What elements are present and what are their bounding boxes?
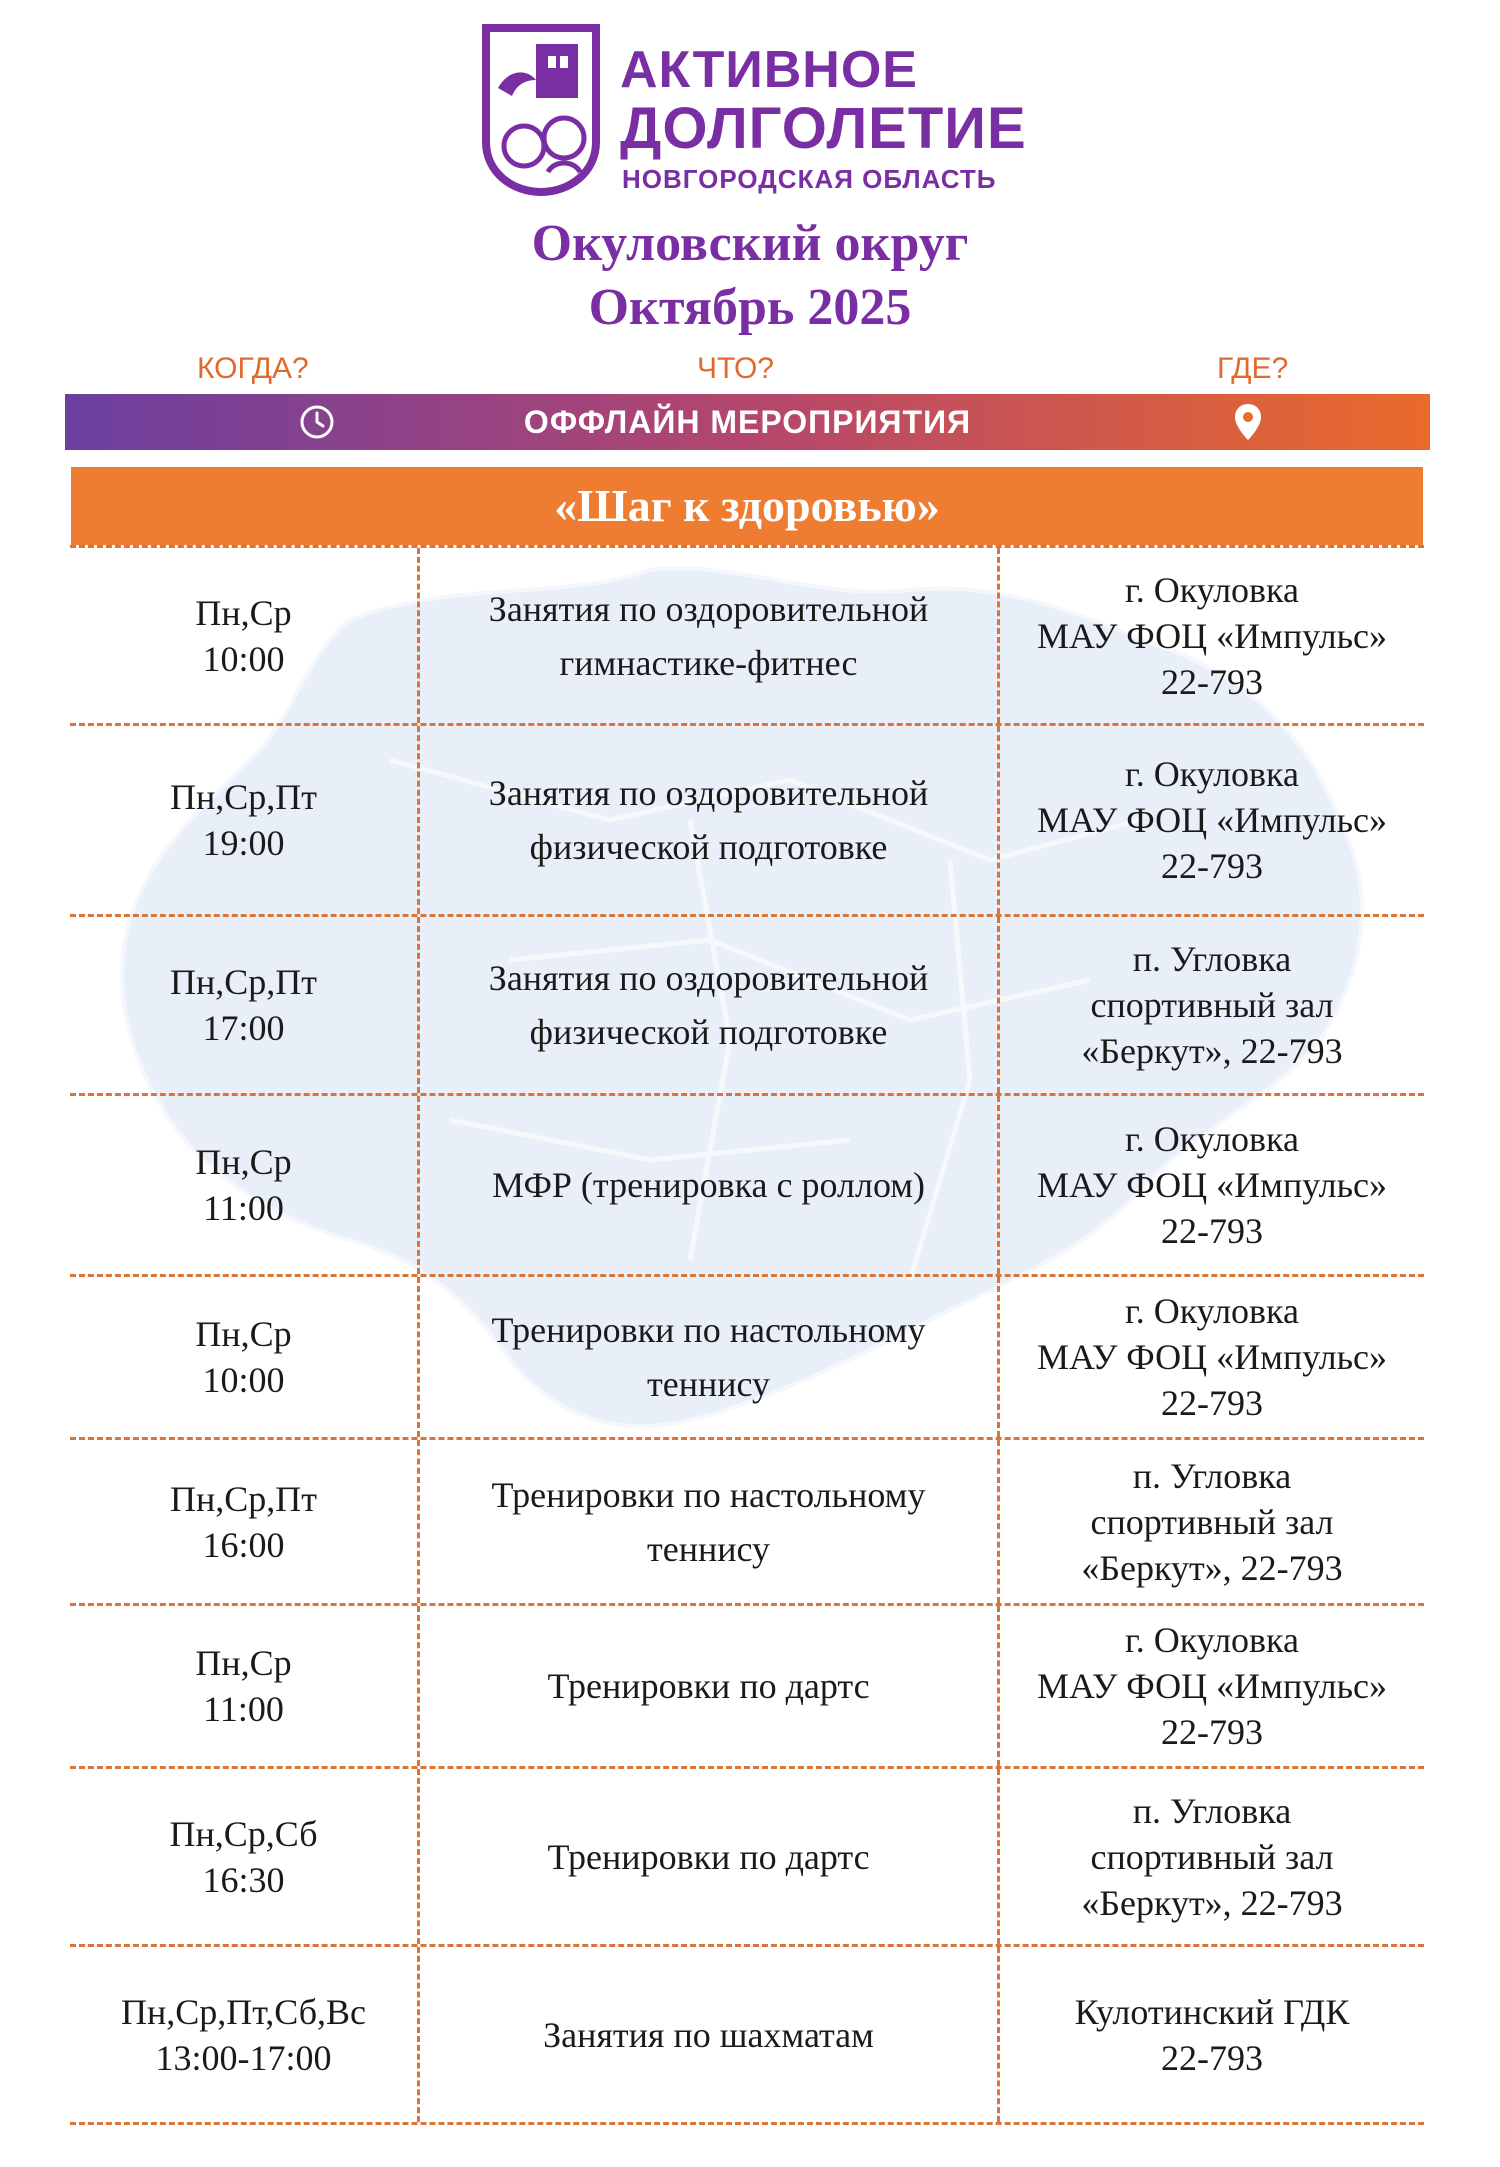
banner-title: ОФФЛАЙН МЕРОПРИЯТИЯ — [523, 404, 972, 440]
when-cell: Пн,Ср 10:00 — [70, 548, 420, 723]
where-cell: п. Угловка спортивный зал «Беркут», 22-793 — [1081, 939, 1343, 1071]
where-cell: г. Окуловка МАУ ФОЦ «Импульс» 22-793 — [1036, 754, 1388, 886]
when-cell: Пн,Ср,Пт,Сб,Вс 13:00-17:00 — [70, 1947, 420, 2122]
what-cell: Занятия по оздоровительной гимнастике-фитнес — [420, 548, 1000, 723]
what-cell: Занятия по шахматам — [420, 1947, 1000, 2122]
section-title: «Шаг к здоровью» — [71, 467, 1423, 545]
when-cell: Пн,Ср,Пт 19:00 — [70, 726, 420, 914]
where-cell: г. Окуловка МАУ ФОЦ «Импульс» 22-793 — [1036, 1620, 1388, 1752]
table-row — [70, 1947, 1424, 2125]
table-row — [70, 917, 1424, 1096]
where-cell: Кулотинский ГДК 22-793 — [1074, 1991, 1350, 2078]
logo-line-3: НОВГОРОДСКАЯ ОБЛАСТЬ — [622, 164, 997, 194]
when-cell: Пн,Ср,Пт 17:00 — [70, 917, 420, 1093]
when-cell: Пн,Ср,Пт 16:00 — [70, 1440, 420, 1603]
page-title — [0, 212, 1500, 340]
table-row — [70, 1440, 1424, 1606]
column-labels — [65, 352, 1430, 388]
what-cell: Занятия по оздоровительной физической подготовке — [420, 917, 1000, 1093]
table-row — [70, 726, 1424, 917]
what-cell: Занятия по оздоровительной физической подготовке — [420, 726, 1000, 914]
logo-line-1: АКТИВНОЕ — [620, 41, 918, 99]
offline-events-banner — [65, 394, 1430, 450]
when-cell: Пн,Ср 10:00 — [70, 1277, 420, 1437]
map-pin-icon — [1233, 402, 1263, 442]
logo-emblem-icon — [478, 22, 604, 198]
where-cell: г. Окуловка МАУ ФОЦ «Импульс» 22-793 — [1036, 1291, 1388, 1423]
table-row — [70, 1096, 1424, 1277]
label-what: ЧТО? — [697, 352, 774, 385]
what-cell: Тренировки по дартс — [420, 1606, 1000, 1766]
what-cell: МФР (тренировка с роллом) — [420, 1096, 1000, 1274]
where-cell: п. Угловка спортивный зал «Беркут», 22-793 — [1081, 1790, 1343, 1923]
district-title: Окуловский округ — [531, 215, 969, 272]
where-cell: г. Окуловка МАУ ФОЦ «Импульс» 22-793 — [1036, 1119, 1388, 1251]
when-cell: Пн,Ср 11:00 — [70, 1606, 420, 1766]
where-cell: п. Угловка спортивный зал «Беркут», 22-793 — [1081, 1455, 1343, 1588]
what-cell: Тренировки по дартс — [420, 1769, 1000, 1944]
table-row — [70, 545, 1424, 726]
table-row — [70, 1606, 1424, 1769]
what-cell: Тренировки по настольному теннису — [420, 1277, 1000, 1437]
when-cell: Пн,Ср 11:00 — [70, 1096, 420, 1274]
table-row — [70, 1769, 1424, 1947]
logo-line-2: ДОЛГОЛЕТИЕ — [620, 96, 1027, 161]
active-longevity-logo — [478, 22, 1038, 202]
label-where: ГДЕ? — [1217, 352, 1289, 385]
where-cell: г. Окуловка МАУ ФОЦ «Импульс» 22-793 — [1036, 569, 1388, 702]
schedule-table — [70, 545, 1424, 2125]
label-when: КОГДА? — [197, 352, 309, 385]
when-cell: Пн,Ср,Сб 16:30 — [70, 1769, 420, 1944]
table-row — [70, 1277, 1424, 1440]
what-cell: Тренировки по настольному теннису — [420, 1440, 1000, 1603]
month-title: Октябрь 2025 — [588, 279, 912, 336]
